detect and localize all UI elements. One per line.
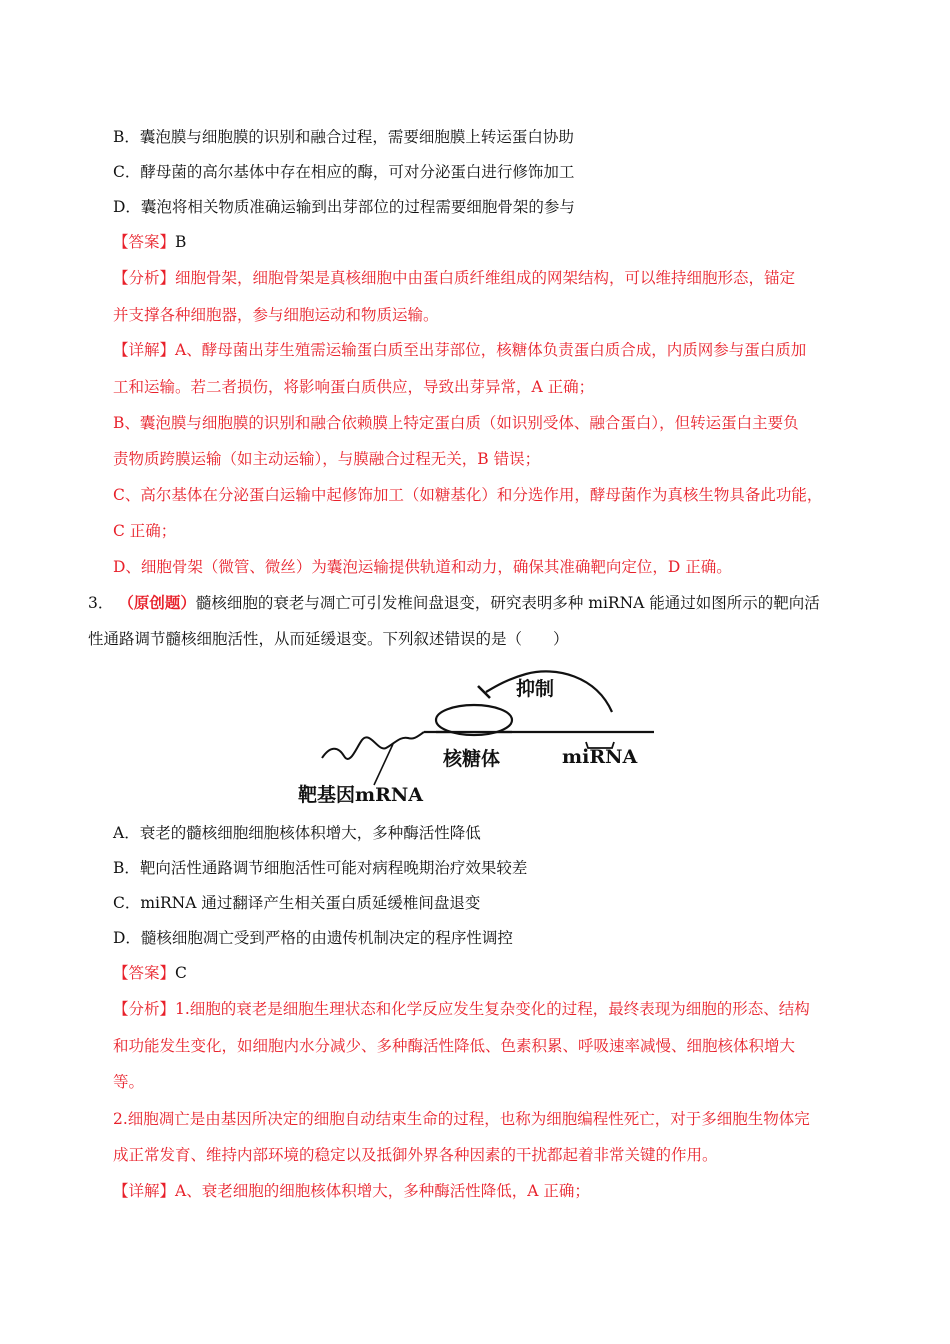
detail-text: A、酵母菌出芽生殖需运输蛋白质至出芽部位，核糖体负责蛋白质合成，内质网参与蛋白质加: [175, 341, 807, 359]
answer-value: B: [175, 233, 187, 251]
q3-analysis-p2-line-1: 2.细胞凋亡是由基因所决定的细胞自动结束生命的过程，也称为细胞编程性死亡，对于多细胞生物体完: [113, 1110, 810, 1128]
q3-option-a: A．衰老的髓核细胞细胞核体积增大，多种酶活性降低: [113, 824, 481, 842]
detail-text: A、衰老细胞的细胞核体积增大，多种酶活性降低，A 正确；: [175, 1182, 590, 1200]
q2-analysis-line-1: [113, 267, 795, 289]
q3-answer: [113, 962, 187, 984]
q2-detail-c-line-1: C、高尔基体在分泌蛋白运输中起修饰加工（如糖基化）和分选作用，酵母菌作为真核生物具备此功能，: [113, 486, 823, 504]
q3-option-d: D．髓核细胞凋亡受到严格的由遗传机制决定的程序性调控: [113, 929, 513, 947]
q3-analysis-p1-line-2: 和功能发生变化，如细胞内水分减少、多种酶活性降低、色素积累、呼吸速率减慢、细胞核体积增大: [113, 1037, 796, 1055]
analysis-text: 1.细胞的衰老是细胞生理状态和化学反应发生复杂变化的过程，最终表现为细胞的形态、结构: [175, 1000, 810, 1018]
mrna-wavy-strand: [322, 732, 424, 759]
q3-analysis-p2-line-2: 成正常发育、维持内部环境的稳定以及抵御外界各种因素的干扰都起着非常关键的作用。: [113, 1146, 718, 1164]
q2-detail-d-line-1: D、细胞骨架（微管、微丝）为囊泡运输提供轨道和动力，确保其准确靶向定位，D 正确。: [113, 558, 732, 576]
analysis-label: 【分析】: [113, 269, 176, 287]
q3-analysis-p1-line-1: [113, 998, 810, 1020]
answer-label: 【答案】: [113, 964, 176, 982]
q3-source-tag: （原创题）: [118, 593, 196, 612]
detail-label: 【详解】: [113, 341, 176, 359]
q3-option-c: C．miRNA 通过翻译产生相关蛋白质延缓椎间盘退变: [113, 894, 481, 912]
q3-option-b: B．靶向活性通路调节细胞活性可能对病程晚期治疗效果较差: [113, 859, 528, 877]
inhibition-bar: [478, 686, 490, 698]
q2-option-b: B．囊泡膜与细胞膜的识别和融合过程，需要细胞膜上转运蛋白协助: [113, 128, 574, 146]
target-mrna-label: 靶基因mRNA: [298, 784, 424, 806]
answer-value: C: [175, 964, 187, 982]
q2-answer: [113, 231, 186, 253]
answer-label: 【答案】: [113, 233, 176, 251]
q3-number: 3．: [88, 594, 114, 612]
q2-detail-c-line-2: C 正确；: [113, 522, 177, 540]
q2-analysis-line-2: 并支撑各种细胞器，参与细胞运动和物质运输。: [113, 306, 439, 324]
q3-detail-a-line-1: [113, 1180, 590, 1202]
analysis-label: 【分析】: [113, 1000, 176, 1018]
q3-stem-line-1: [88, 592, 820, 614]
q3-stem-line-2: 性通路调节髓核细胞活性，从而延缓退变。下列叙述错误的是（ ）: [88, 630, 569, 648]
ribosome-shape: [436, 705, 512, 735]
q2-detail-a-line-1: [113, 339, 806, 361]
mirna-pathway-figure: [290, 668, 670, 810]
detail-label: 【详解】: [113, 1182, 176, 1200]
q2-detail-a-line-2: 工和运输。若二者损伤，将影响蛋白质供应，导致出芽异常，A 正确；: [113, 378, 595, 396]
mirna-label: miRNA: [562, 746, 638, 768]
q3-stem-text: 髓核细胞的衰老与凋亡可引发椎间盘退变，研究表明多种 miRNA 能通过如图所示的靶向活: [195, 594, 820, 612]
analysis-text: 细胞骨架，细胞骨架是真核细胞中由蛋白质纤维组成的网架结构，可以维持细胞形态，锚定: [175, 269, 796, 287]
mrna-pointer-line: [374, 744, 393, 785]
q2-detail-b-line-1: B、囊泡膜与细胞膜的识别和融合依赖膜上特定蛋白质（如识别受体、融合蛋白），但转运蛋白主要负: [113, 414, 799, 432]
q2-detail-b-line-2: 责物质跨膜运输（如主动运输），与膜融合过程无关，B 错误；: [113, 450, 541, 468]
ribosome-label: 核糖体: [443, 748, 501, 770]
q3-analysis-p1-line-3: 等。: [113, 1073, 145, 1091]
q2-option-d: D．囊泡将相关物质准确运输到出芽部位的过程需要细胞骨架的参与: [113, 198, 575, 216]
q2-option-c: C．酵母菌的高尔基体中存在相应的酶，可对分泌蛋白进行修饰加工: [113, 163, 575, 181]
inhibit-label: 抑制: [516, 678, 555, 700]
